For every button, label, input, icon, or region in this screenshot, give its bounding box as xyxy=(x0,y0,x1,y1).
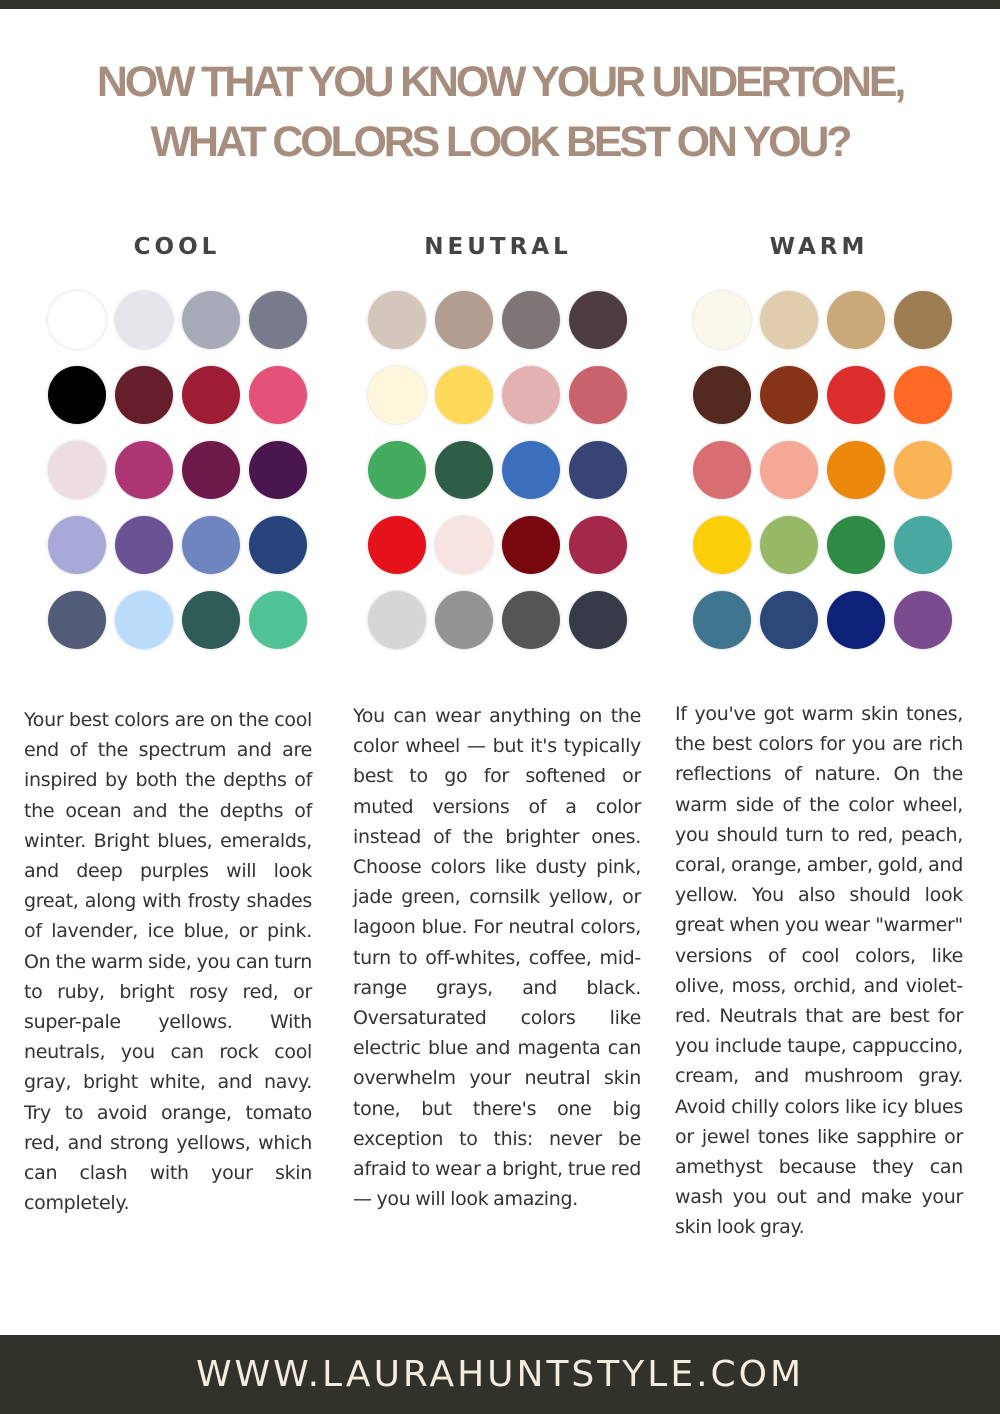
swatch-neutral-2-3 xyxy=(502,366,560,424)
headline-line-2: WHAT COLORS LOOK BEST ON YOU? xyxy=(150,118,850,166)
swatch-warm-5-4 xyxy=(894,591,952,649)
swatch-cool-5-3 xyxy=(182,591,240,649)
headline-line-1: NOW THAT YOU KNOW YOUR UNDERTONE, xyxy=(96,58,904,106)
swatch-warm-1-3 xyxy=(827,291,885,349)
page-headline xyxy=(0,52,1000,172)
swatch-cool-3-3 xyxy=(182,441,240,499)
swatch-warm-3-4 xyxy=(894,441,952,499)
swatch-neutral-2-2 xyxy=(435,366,493,424)
swatch-neutral-5-1 xyxy=(368,591,426,649)
footer-bar xyxy=(0,1335,1000,1414)
swatch-cool-2-2 xyxy=(115,366,173,424)
swatch-cool-1-4 xyxy=(249,291,307,349)
top-border-bar xyxy=(0,0,1000,9)
column-title-warm: WARM xyxy=(769,234,869,260)
swatch-warm-1-2 xyxy=(760,291,818,349)
swatch-warm-4-1 xyxy=(693,516,751,574)
cool-description: Your best colors are on the cool end of the spectrum and are inspired by both the depths of the ocean and the depths of winter. Bright blues, emeralds, and deep purples will look great, along with frosty shades of lavender, ice blue, or pink. On the warm side, you can turn to ruby, bright rosy red, or super-pale yellows. With neutrals, you can rock cool gray, bright white, and navy. Try to avoid orange, tomato red, and strong yellows, which can clash with your skin completely. xyxy=(24,709,312,1215)
swatch-neutral-3-1 xyxy=(368,441,426,499)
swatch-neutral-4-1 xyxy=(368,516,426,574)
swatch-neutral-1-1 xyxy=(368,291,426,349)
swatch-neutral-5-2 xyxy=(435,591,493,649)
swatch-cool-1-2 xyxy=(115,291,173,349)
swatch-warm-1-4 xyxy=(894,291,952,349)
swatch-warm-4-2 xyxy=(760,516,818,574)
swatch-warm-2-2 xyxy=(760,366,818,424)
swatch-cool-4-3 xyxy=(182,516,240,574)
swatch-neutral-3-4 xyxy=(569,441,627,499)
swatch-neutral-3-3 xyxy=(502,441,560,499)
swatch-warm-2-3 xyxy=(827,366,885,424)
swatch-cool-3-1 xyxy=(48,441,106,499)
swatch-cool-3-2 xyxy=(115,441,173,499)
swatch-neutral-2-4 xyxy=(569,366,627,424)
swatch-warm-4-4 xyxy=(894,516,952,574)
swatch-cool-5-2 xyxy=(115,591,173,649)
swatch-warm-5-3 xyxy=(827,591,885,649)
swatch-cool-3-4 xyxy=(249,441,307,499)
warm-description: If you've got warm skin tones, the best colors for you are rich reflections of nature. On the warm side of the color wheel, you should turn to red, peach, coral, orange, amber, gold, and yellow. You also should look great when you wear "warmer" versions of cool colors, like olive, moss, orchid, and violet-red. Neutrals that are best for you include taupe, cappuccino, cream, and mushroom gray. Avoid chilly colors like icy blues or jewel tones like sapphire or amethyst because they can wash you out and make your skin look gray. xyxy=(675,703,963,1239)
swatch-neutral-4-3 xyxy=(502,516,560,574)
swatch-warm-3-3 xyxy=(827,441,885,499)
swatch-neutral-1-3 xyxy=(502,291,560,349)
swatch-cool-1-3 xyxy=(182,291,240,349)
swatch-cool-1-1 xyxy=(48,291,106,349)
swatch-cool-2-1 xyxy=(48,366,106,424)
column-title-cool: COOL xyxy=(133,234,221,260)
swatch-cool-5-4 xyxy=(249,591,307,649)
swatch-neutral-4-2 xyxy=(435,516,493,574)
column-title-neutral: NEUTRAL xyxy=(424,234,572,260)
swatch-neutral-3-2 xyxy=(435,441,493,499)
footer-website-url: WWW.LAURAHUNTSTYLE.COM xyxy=(195,1354,805,1395)
swatch-neutral-5-3 xyxy=(502,591,560,649)
swatch-cool-2-4 xyxy=(249,366,307,424)
swatch-neutral-1-4 xyxy=(569,291,627,349)
swatch-neutral-2-1 xyxy=(368,366,426,424)
swatch-neutral-4-4 xyxy=(569,516,627,574)
swatch-warm-2-1 xyxy=(693,366,751,424)
swatch-neutral-1-2 xyxy=(435,291,493,349)
swatch-cool-4-1 xyxy=(48,516,106,574)
swatch-warm-5-1 xyxy=(693,591,751,649)
swatch-warm-3-1 xyxy=(693,441,751,499)
swatch-warm-1-1 xyxy=(693,291,751,349)
swatch-neutral-5-4 xyxy=(569,591,627,649)
swatch-warm-4-3 xyxy=(827,516,885,574)
swatch-warm-2-4 xyxy=(894,366,952,424)
neutral-description: You can wear anything on the color wheel — but it's typically best to go for softened or muted versions of a color instead of the brighter ones. Choose colors like dusty pink, jade green, cornsilk yellow, or lagoon blue. For neutral colors, turn to off-whites, coffee, mid-range grays, and black. Oversaturated colors like electric blue and magenta can overwhelm your neutral skin tone, but there's one big exception to this: never be afraid to wear a bright, true red — you will look amazing. xyxy=(353,705,641,1211)
swatch-cool-4-2 xyxy=(115,516,173,574)
swatch-cool-4-4 xyxy=(249,516,307,574)
swatch-warm-3-2 xyxy=(760,441,818,499)
swatch-cool-2-3 xyxy=(182,366,240,424)
swatch-warm-5-2 xyxy=(760,591,818,649)
swatch-cool-5-1 xyxy=(48,591,106,649)
